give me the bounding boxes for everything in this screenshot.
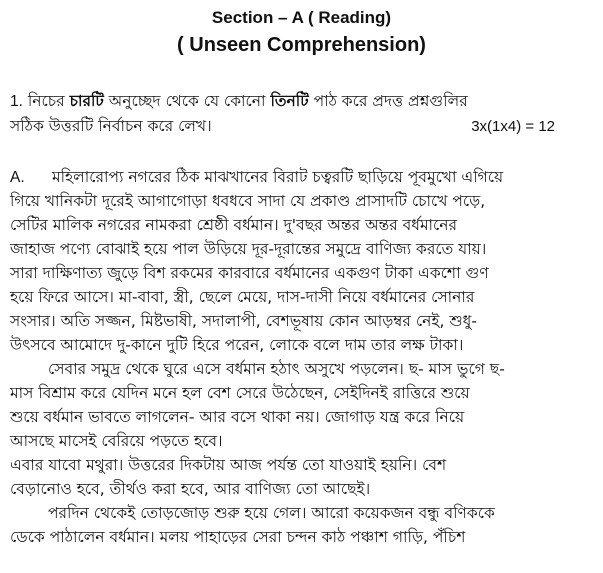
instruction-text: পাঠ করে প্রদত্ত প্রশ্নগুলির xyxy=(308,92,468,110)
passage-line: সেটির মালিক নগরের নামকরা শ্রেষ্ঠী বর্ধমান। দু'বছর অন্তর অন্তর বর্ধমানের xyxy=(10,216,458,234)
instruction-text: অনুচ্ছেদ থেকে যে কোনো xyxy=(103,92,271,110)
marks-note: 3x(1x4) = 12 xyxy=(471,118,555,135)
instruction-line-2: সঠিক উত্তরটি নির্বাচন করে লেখ। xyxy=(10,117,212,135)
instruction-emphasis: তিনটি xyxy=(270,92,309,110)
question-number: 1. xyxy=(10,93,23,110)
instruction-line-1 xyxy=(10,90,468,113)
passage-line: বেড়ানোও হবে, তীর্থও করা হবে, আর বাণিজ্য তো আছেই। xyxy=(10,480,371,498)
passage-line: আসছে মাসেই বেরিয়ে পড়তে হবে। xyxy=(10,432,223,450)
passage-line: গিয়ে খানিকটা দূরেই আগাগোড়া ধবধবে সাদা যে প্রকাণ্ড প্রাসাদটি চোখে পড়ে, xyxy=(10,192,486,210)
passage-line: সেবার সমুদ্র থেকে ঘুরে এসে বর্ধমান হঠাৎ অসুখে পড়লেন। ছ- মাস ভুগে ছ- xyxy=(48,360,505,378)
passage-label: A. xyxy=(10,169,25,186)
instruction-emphasis: চারটি xyxy=(69,92,104,110)
instruction-text: নিচের xyxy=(22,92,70,110)
section-heading: Section – A ( Reading) xyxy=(211,8,392,27)
passage-line: পরদিন থেকেই তোড়জোড় শুরু হয়ে গেল। আরো কয়েকজন বন্ধু বণিককে xyxy=(48,504,495,522)
passage-line: ডেকে পাঠালেন বর্ধমান। মলয় পাহাড়ের সেরা চন্দন কাঠ পঞ্চাশ গাড়ি, পঁচিশ xyxy=(10,528,466,546)
passage-line xyxy=(10,166,503,189)
passage-line: জাহাজ পণ্যে বোঝাই হয়ে পাল উড়িয়ে দূর-দূরান্তের সমুদ্রে বাণিজ্য করতে যায়। xyxy=(10,240,487,258)
passage-line: সারা দাক্ষিণাত্য জুড়ে বিশ রকমের কারবারে বর্ধমানের একগুণ টাকা একশো গুণ xyxy=(10,264,489,282)
passage-line: এবার যাবো মথুরা। উত্তরের দিকটায় আজ পর্যন্ত তো যাওয়াই হয়নি। বেশ xyxy=(10,456,447,474)
section-subtitle: ( Unseen Comprehension) xyxy=(177,34,426,56)
passage-line: মাস বিশ্রাম করে যেদিন মনে হল বেশ সেরে উঠেছেন, সেইদিনই রাত্তিরে শুয়ে xyxy=(10,384,470,402)
passage-line: উৎসবে আমোদে দু-কানে দুটি হিরে পরেন, লোকে বলে দাম তার লক্ষ টাকা। xyxy=(10,336,464,354)
passage-line: হয়ে ফিরে আসে। মা-বাবা, স্ত্রী, ছেলে মেয়ে, দাস-দাসী নিয়ে বর্ধমানের সোনার xyxy=(10,288,475,306)
passage-line: শুয়ে বর্ধমান ভাবতে লাগলেন- আর বসে থাকা নয়। জোগাড় যন্ত্র করে নিয়ে xyxy=(10,408,465,426)
passage-line: সংসার। অতি সজ্জন, মিষ্টভাষী, সদালাপী, বেশভূষায় কোন আড়ম্বর নেই, শুধু- xyxy=(10,312,477,330)
passage-line-text: মহিলারোপ্য নগরের ঠিক মাঝখানের বিরাট চত্বরটি ছাড়িয়ে পূবমুখো এগিয়ে xyxy=(52,168,504,186)
